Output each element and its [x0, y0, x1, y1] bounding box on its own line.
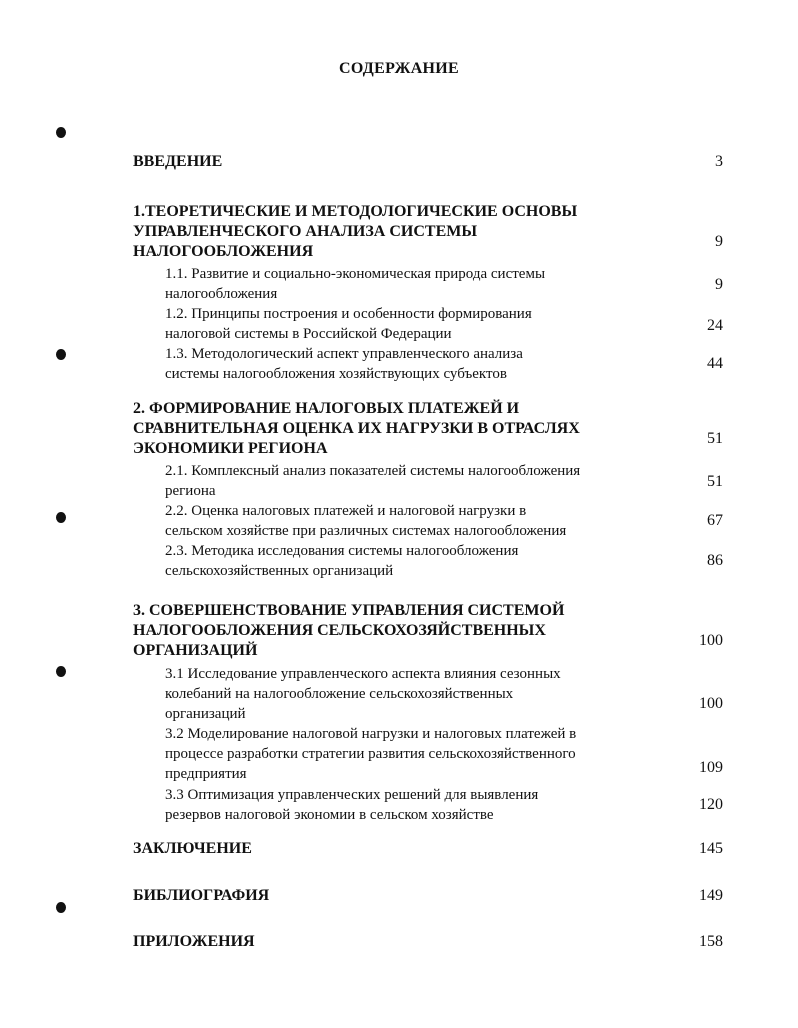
toc-entry-text: СРАВНИТЕЛЬНАЯ ОЦЕНКА ИХ НАГРУЗКИ В ОТРАСЛЯХ	[133, 420, 580, 437]
toc-entry-text: БИБЛИОГРАФИЯ	[133, 887, 270, 904]
toc-page-number: 9	[715, 233, 723, 250]
toc-entry-text: 3.1 Исследование управленческого аспекта влияния сезонных	[165, 666, 561, 682]
toc-entry-text: 2.1. Комплексный анализ показателей системы налогообложения	[165, 463, 581, 479]
toc-entry-text: резервов налоговой экономии в сельском хозяйстве	[165, 807, 494, 823]
toc-entry-section-2-1	[165, 461, 723, 501]
toc-page-number: 86	[707, 552, 723, 569]
toc-entry-introduction	[133, 152, 723, 172]
hole-punch-mark	[56, 902, 66, 913]
toc-entry-section-3-1	[165, 664, 723, 724]
page-title: СОДЕРЖАНИЕ	[338, 60, 460, 77]
toc-entry-section-2-2	[165, 501, 723, 541]
toc-page-number: 3	[715, 153, 723, 170]
toc-entry-section-1-1	[165, 264, 723, 304]
toc-entry-text: 1.3. Методологический аспект управленческого анализа	[165, 346, 523, 362]
toc-entry-section-3-2	[165, 724, 723, 784]
toc-entry-text: 3.2 Моделирование налоговой нагрузки и налоговых платежей в	[165, 726, 577, 742]
toc-page-number: 109	[699, 759, 723, 776]
toc-entry-text: системы налогообложения хозяйствующих субъектов	[165, 366, 507, 382]
toc-entry-text: НАЛОГООБЛОЖЕНИЯ	[133, 243, 314, 260]
toc-entry-section-2-3	[165, 541, 723, 581]
toc-page-number: 149	[699, 887, 723, 904]
toc-entry-text: колебаний на налогообложение сельскохозяйственных	[165, 686, 514, 702]
toc-page-number: 44	[707, 355, 723, 372]
toc-entry-text: 1.1. Развитие и социально-экономическая природа системы	[165, 266, 546, 282]
toc-entry-text: ПРИЛОЖЕНИЯ	[133, 933, 255, 950]
toc-page-number: 67	[707, 512, 723, 529]
toc-entry-appendices	[133, 932, 723, 952]
toc-page-number: 9	[715, 276, 723, 293]
toc-entry-text: УПРАВЛЕНЧЕСКОГО АНАЛИЗА СИСТЕМЫ	[133, 223, 478, 240]
toc-page-number: 51	[707, 430, 723, 447]
toc-entry-text: сельскохозяйственных организаций	[165, 563, 394, 579]
toc-page-number: 24	[707, 317, 723, 334]
hole-punch-mark	[56, 512, 66, 523]
toc-entry-chapter-2	[133, 399, 723, 459]
toc-entry-text: 1.2. Принципы построения и особенности формирования	[165, 306, 532, 322]
toc-entry-text: 2. ФОРМИРОВАНИЕ НАЛОГОВЫХ ПЛАТЕЖЕЙ И	[133, 400, 520, 417]
toc-page-number: 51	[707, 473, 723, 490]
hole-punch-mark	[56, 666, 66, 677]
toc-entry-text: налогообложения	[165, 286, 278, 302]
toc-page-number: 158	[699, 933, 723, 950]
toc-entry-text: предприятия	[165, 766, 247, 782]
toc-entry-text: НАЛОГООБЛОЖЕНИЯ СЕЛЬСКОХОЗЯЙСТВЕННЫХ	[133, 622, 546, 639]
toc-entry-text: налоговой системы в Российской Федерации	[165, 326, 452, 342]
toc-page-number: 145	[699, 840, 723, 857]
toc-entry-text: процессе разработки стратегии развития сельскохозяйственного	[165, 746, 576, 762]
toc-page-number: 100	[699, 632, 723, 649]
toc-entry-text: 2.2. Оценка налоговых платежей и налоговой нагрузки в	[165, 503, 527, 519]
toc-entry-chapter-1	[133, 202, 723, 262]
hole-punch-mark	[56, 349, 66, 360]
toc-entry-bibliography	[133, 886, 723, 906]
toc-entry-text: организаций	[165, 706, 246, 722]
toc-entry-section-1-2	[165, 304, 723, 344]
toc-page-number: 120	[699, 796, 723, 813]
toc-entry-section-1-3	[165, 344, 723, 384]
toc-entry-text: ОРГАНИЗАЦИЙ	[133, 642, 258, 659]
toc-entry-conclusion	[133, 839, 723, 859]
toc-entry-text: 3. СОВЕРШЕНСТВОВАНИЕ УПРАВЛЕНИЯ СИСТЕМОЙ	[133, 602, 565, 619]
toc-entry-text: 3.3 Оптимизация управленческих решений для выявления	[165, 787, 539, 803]
toc-page-number: 100	[699, 695, 723, 712]
toc-entry-text: ЭКОНОМИКИ РЕГИОНА	[133, 440, 328, 457]
toc-entry-text: ЗАКЛЮЧЕНИЕ	[133, 840, 252, 857]
toc-entry-text: 1.ТЕОРЕТИЧЕСКИЕ И МЕТОДОЛОГИЧЕСКИЕ ОСНОВЫ	[133, 203, 578, 220]
toc-entry-chapter-3	[133, 601, 723, 661]
toc-entry-text: сельском хозяйстве при различных системах налогообложения	[165, 523, 567, 539]
toc-entry-text: ВВЕДЕНИЕ	[133, 153, 223, 170]
toc-entry-section-3-3	[165, 785, 723, 825]
toc-entry-text: региона	[165, 483, 216, 499]
toc-entry-text: 2.3. Методика исследования системы налогообложения	[165, 543, 519, 559]
hole-punch-mark	[56, 127, 66, 138]
